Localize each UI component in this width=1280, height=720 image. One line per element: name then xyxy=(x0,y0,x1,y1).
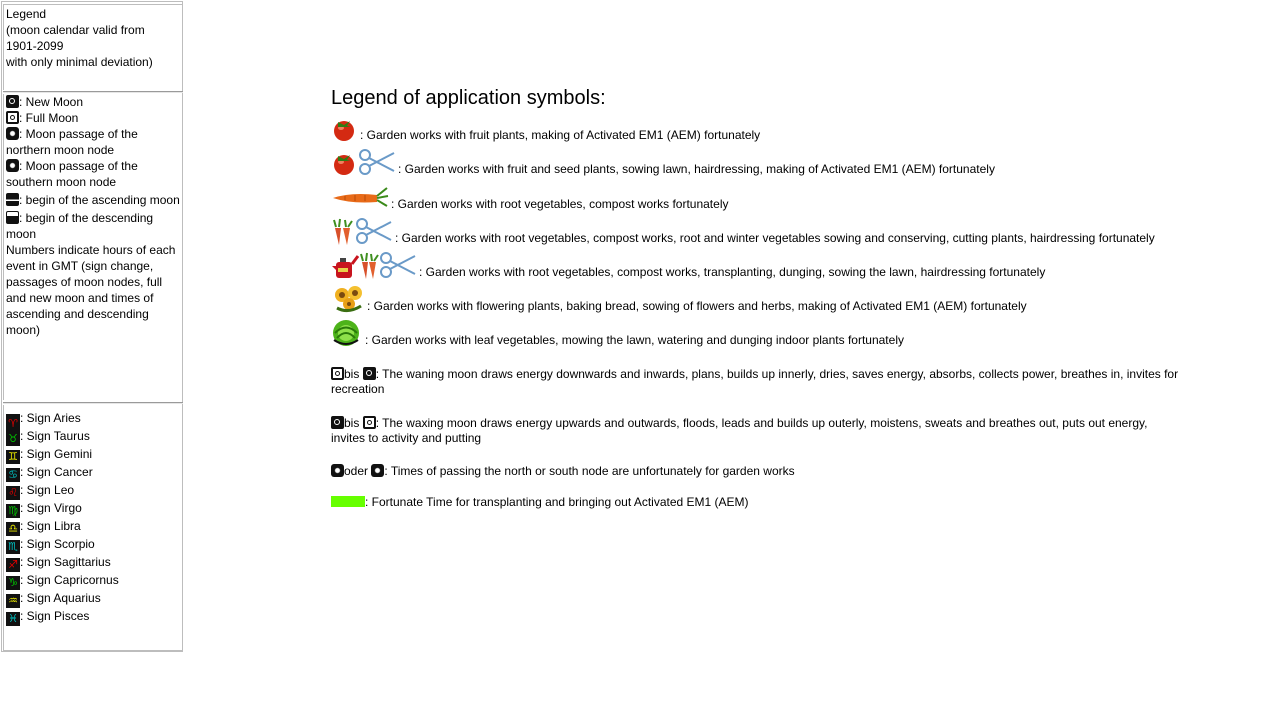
sagittarius-icon: ♐ xyxy=(6,558,20,572)
zodiac-list xyxy=(6,405,180,625)
zodiac-label: : Sign Libra xyxy=(20,519,81,533)
waxing-moon-paragraph xyxy=(331,416,1181,446)
zodiac-row xyxy=(6,445,180,463)
zodiac-label: : Sign Virgo xyxy=(20,501,82,515)
gemini-icon: ♊ xyxy=(6,450,20,464)
moon-label: : Full Moon xyxy=(19,111,79,125)
taurus-icon: ♉ xyxy=(6,432,20,446)
zodiac-panel xyxy=(3,405,183,651)
page-title: Legend of application symbols: xyxy=(331,87,606,109)
fortunate-time-swatch xyxy=(331,496,365,507)
north-node-icon xyxy=(331,464,344,477)
zodiac-label: : Sign Capricornus xyxy=(20,573,119,587)
libra-icon: ♎ xyxy=(6,522,20,536)
moon-label: : Moon passage of the southern moon node xyxy=(6,159,138,189)
zodiac-row xyxy=(6,427,180,445)
legend-item-text: : Garden works with root vegetables, compost works, root and winter vegetables sowing and conserving, cutting plants, hairdressing fortunately xyxy=(395,231,1155,245)
legend-item-fruit xyxy=(331,114,1181,143)
full-moon-icon xyxy=(6,111,19,124)
zodiac-label: : Sign Aries xyxy=(20,411,81,425)
zodiac-label: : Sign Taurus xyxy=(20,429,90,443)
legend-validity-line-3: with only minimal deviation) xyxy=(6,55,153,69)
legend-title: Legend xyxy=(6,7,47,21)
zodiac-row xyxy=(6,607,180,625)
legend-item-flowering xyxy=(331,280,1181,314)
moon-row-south-node xyxy=(6,158,180,190)
zodiac-label: : Sign Pisces xyxy=(20,609,90,623)
waxing-moon-text: : The waxing moon draws energy upwards and outwards, floods, leads and builds up outerly, moistens, sweats and breathes out, puts out energy, invites to activity and putting xyxy=(331,416,1148,445)
legend-validity-line-2: 1901-2099 xyxy=(6,39,64,53)
legend-item-text: : Garden works with leaf vegetables, mowing the lawn, watering and dunging indoor plants fortunately xyxy=(365,333,904,347)
legend-item-root xyxy=(331,177,1181,212)
fortunate-time-paragraph xyxy=(331,495,1181,510)
joiner-text: bis xyxy=(344,416,360,430)
moon-row-full xyxy=(6,110,180,126)
leo-icon: ♌ xyxy=(6,486,20,500)
joiner-text: oder xyxy=(344,464,369,478)
zodiac-row xyxy=(6,553,180,571)
zodiac-row xyxy=(6,499,180,517)
zodiac-label: : Sign Sagittarius xyxy=(20,555,111,569)
legend-item-text: : Garden works with root vegetables, compost works, transplanting, dunging, sowing the lawn, hairdressing fortunately xyxy=(419,265,1046,279)
moon-row-north-node xyxy=(6,126,180,158)
legend-item-root-winter xyxy=(331,212,1181,246)
legend-validity-line-1: (moon calendar valid from xyxy=(6,23,145,37)
legend-item-text: : Garden works with fruit plants, making of Activated EM1 (AEM) fortunately xyxy=(360,128,761,142)
full-moon-icon xyxy=(363,416,376,429)
zodiac-label: : Sign Leo xyxy=(20,483,75,497)
zodiac-row xyxy=(6,517,180,535)
zodiac-row xyxy=(6,589,180,607)
moon-row-new xyxy=(6,94,180,110)
carrots-icon xyxy=(331,218,355,246)
legend-item-transplanting xyxy=(331,246,1181,280)
node-text: : Times of passing the north or south node are unfortunately for garden works xyxy=(384,464,795,478)
scissors-icon xyxy=(358,147,396,177)
divider xyxy=(3,402,183,404)
zodiac-row xyxy=(6,463,180,481)
hours-note: Numbers indicate hours of each event in GMT (sign change, passages of moon nodes, full and new moon and times of ascending and descending moon) xyxy=(6,243,176,337)
carrot-icon xyxy=(331,184,389,212)
main-legend xyxy=(331,86,1181,510)
carrots-icon xyxy=(359,252,379,280)
cancer-icon: ♋ xyxy=(6,468,20,482)
new-moon-icon xyxy=(363,367,376,380)
moon-label: : begin of the ascending moon xyxy=(19,193,180,207)
zodiac-label: : Sign Cancer xyxy=(20,465,93,479)
north-node-icon xyxy=(6,127,19,140)
moon-row-ascending xyxy=(6,192,180,208)
moon-label: : Moon passage of the northern moon node xyxy=(6,127,138,157)
aquarius-icon: ♒ xyxy=(6,594,20,608)
joiner-text: bis xyxy=(344,367,360,381)
virgo-icon: ♍ xyxy=(6,504,20,518)
zodiac-row xyxy=(6,535,180,553)
moon-label: : New Moon xyxy=(19,95,84,109)
full-moon-icon xyxy=(331,367,344,380)
moon-symbols-panel xyxy=(3,94,183,400)
south-node-icon xyxy=(371,464,384,477)
ascending-moon-icon xyxy=(6,193,19,206)
zodiac-row xyxy=(6,481,180,499)
legend-intro-panel xyxy=(3,4,183,90)
lettuce-icon xyxy=(331,318,363,348)
waning-moon-text: : The waning moon draws energy downwards and inwards, plans, builds up innerly, dries, saves energy, absorbs, collects power, breathes in, invites for recreation xyxy=(331,367,1179,396)
legend-item-text: : Garden works with root vegetables, compost works fortunately xyxy=(391,197,729,211)
zodiac-label: : Sign Scorpio xyxy=(20,537,95,551)
fortunate-time-text: : Fortunate Time for transplanting and bringing out Activated EM1 (AEM) xyxy=(365,495,749,509)
new-moon-icon xyxy=(331,416,344,429)
flower-icon xyxy=(331,284,365,314)
aries-icon: ♈ xyxy=(6,414,20,434)
zodiac-label: : Sign Aquarius xyxy=(20,591,101,605)
node-paragraph xyxy=(331,464,1181,479)
zodiac-label: : Sign Gemini xyxy=(20,447,93,461)
south-node-icon xyxy=(6,159,19,172)
scissors-icon xyxy=(379,250,417,280)
new-moon-icon xyxy=(6,95,19,108)
scorpio-icon: ♏ xyxy=(6,540,20,554)
capricorn-icon: ♑ xyxy=(6,576,20,590)
divider xyxy=(3,91,183,93)
legend-item-text: : Garden works with fruit and seed plants, sowing lawn, hairdressing, making of Activated EM1 (AEM) fortunately xyxy=(398,162,995,176)
zodiac-row xyxy=(6,409,180,430)
tomato-icon xyxy=(331,150,358,177)
watering-can-icon xyxy=(331,252,359,280)
pisces-icon: ♓ xyxy=(6,612,20,626)
legend-item-leaf xyxy=(331,314,1181,348)
zodiac-row xyxy=(6,571,180,589)
legend-item-fruit-seed xyxy=(331,143,1181,177)
waning-moon-paragraph xyxy=(331,367,1181,397)
tomato-icon xyxy=(331,116,358,143)
legend-item-text: : Garden works with flowering plants, baking bread, sowing of flowers and herbs, making of Activated EM1 (AEM) fortunately xyxy=(367,299,1027,313)
descending-moon-icon xyxy=(6,211,19,224)
scissors-icon xyxy=(355,216,393,246)
moon-label: : begin of the descending moon xyxy=(6,211,154,241)
moon-row-descending xyxy=(6,210,180,242)
